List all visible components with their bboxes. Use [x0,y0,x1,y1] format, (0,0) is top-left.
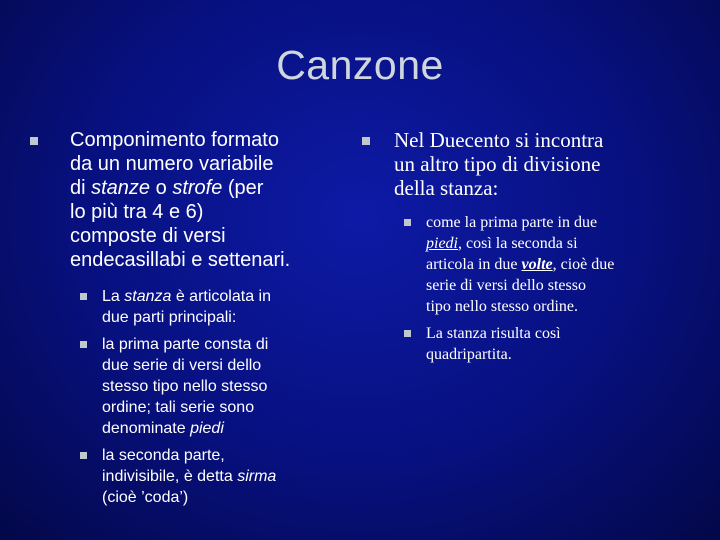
left-p1-line3c: (per [222,177,264,199]
right-p1-line3: della stanza: [394,176,499,200]
square-bullet-icon [80,341,87,348]
left-s3-c: (cioè ’coda’) [102,489,189,506]
left-subpoint-3 [30,445,350,508]
right-main-point [362,128,702,200]
right-s1-d: , cioè due [552,256,615,273]
left-s2-d: ordine; tali serie sono [102,399,255,416]
right-subpoints [362,212,702,365]
term-stanza: stanza [124,288,172,305]
right-subpoint-1 [362,212,702,317]
left-p1-line3b: o [150,177,173,199]
left-p1-line1: Componimento formato [70,129,279,151]
left-p1-line4: lo più tra 4 e 6) [70,201,204,223]
right-p1-line1: Nel Duecento si incontra [394,128,604,152]
square-bullet-icon [30,137,38,145]
left-s2-a: la prima parte consta di [102,336,269,353]
right-s1-b: , così la seconda si [458,235,578,252]
left-p1-line5: composte di versi [70,225,226,247]
right-s1-c: articola in due [426,256,522,273]
term-volte: volte [521,256,553,273]
left-column [30,128,350,514]
term-sirma: sirma [237,468,277,485]
left-subpoint-1 [30,286,350,328]
square-bullet-icon [404,219,411,226]
left-s3-a: la seconda parte, [102,447,225,464]
term-stanze: stanze [91,177,151,199]
left-s1-a: La [102,288,125,305]
slide-title: Canzone [276,42,444,88]
right-column [362,128,702,371]
left-subpoints [30,286,350,508]
left-s2-b: due serie di versi dello [102,357,262,374]
left-subpoint-2 [30,334,350,439]
right-s1-a: come la prima parte in due [426,214,598,231]
left-s1-c: due parti principali: [102,309,237,326]
square-bullet-icon [80,452,87,459]
square-bullet-icon [404,330,411,337]
term-piedi: piedi [190,420,224,437]
left-s3-b: indivisibile, è detta [102,468,238,485]
term-strofe: strofe [172,177,223,199]
right-s1-e: serie di versi dello stesso [426,277,586,294]
left-main-point [30,128,350,272]
right-s2-b: quadripartita. [426,346,512,363]
square-bullet-icon [362,137,370,145]
left-s2-c: stesso tipo nello stesso [102,378,268,395]
left-p1-line3a: di [70,177,92,199]
right-s1-f: tipo nello stesso ordine. [426,298,578,315]
square-bullet-icon [80,293,87,300]
left-s1-b: è articolata in [171,288,271,305]
left-s2-e: denominate [102,420,191,437]
right-p1-line2: un altro tipo di divisione [394,152,601,176]
right-subpoint-2 [362,323,702,365]
right-s2-a: La stanza risulta così [426,325,561,342]
left-p1-line2: da un numero variabile [70,153,274,175]
term-piedi-underlined: piedi [426,235,458,252]
left-p1-line6: endecasillabi e settenari. [70,249,291,271]
